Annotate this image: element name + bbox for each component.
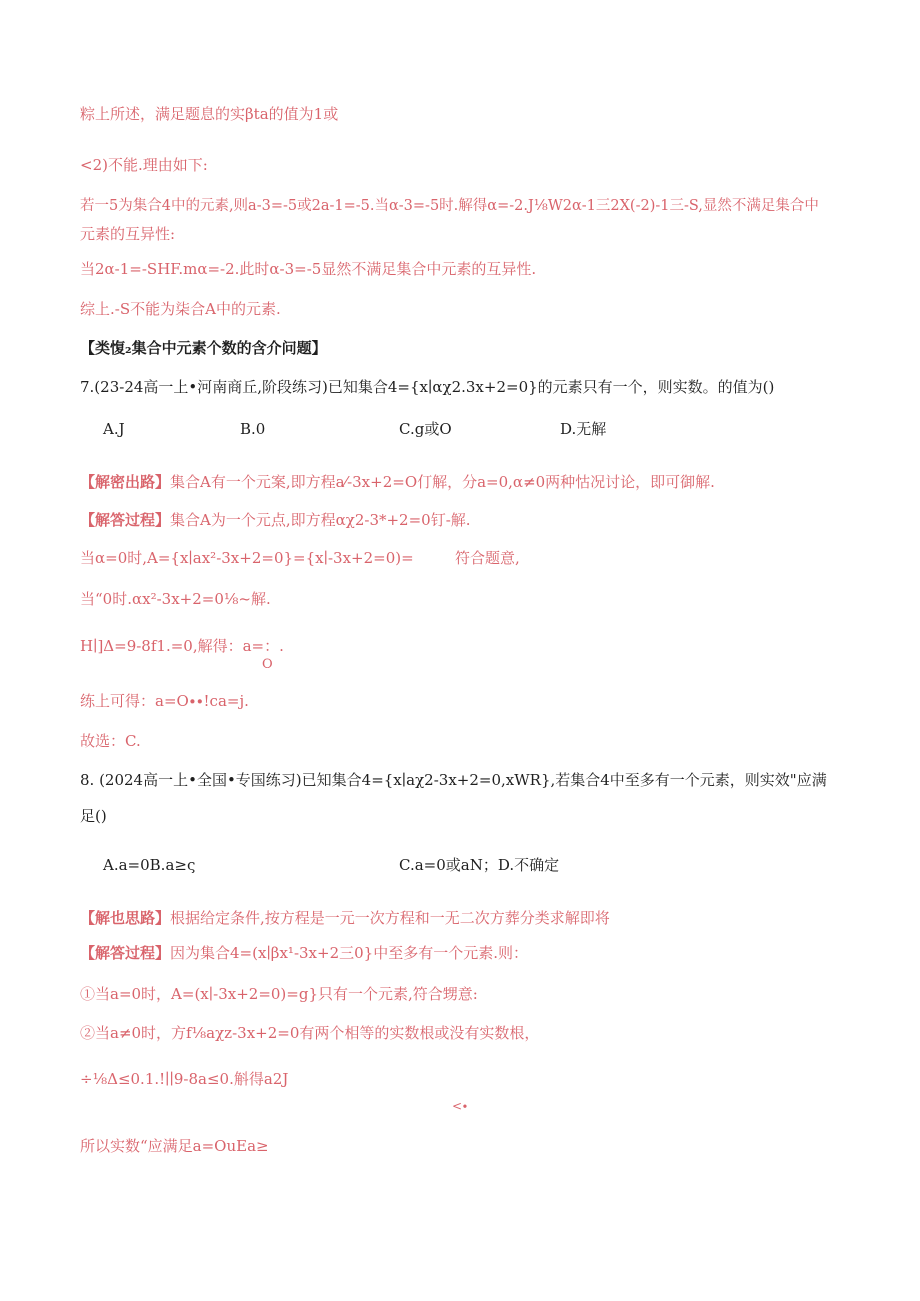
q7-fraction-denominator: O [262,657,273,672]
q8-hint [80,908,610,928]
q8-options-ab: A.a=0B.a≥ς [103,856,196,874]
q7-case-a0-result: 符合题意, [455,549,520,567]
question-7: 7.(23-24高一上•河南商丘,阶段练习)已知集合4={x∣αχ2.3x+2=0}的元素只有一个，则实数。的值为() [80,378,775,396]
conclusion-line: 综上.-S不能为柒合A中的元素. [80,300,281,318]
q8-options-cd: C.a=0或aN；D.不确定 [399,856,560,874]
q8-case-2: ②当a≠0时，方f⅛aχz-3x+2=0有两个相等的实数根或没有实数根， [80,1024,540,1042]
reason-line-3: 当2α-1=-SHF.mα=-2.此时α-3=-5显然不满足集合中元素的互异性. [80,260,537,278]
solution-text: 因为集合4=(x∣βx¹-3x+2三0}中至多有一个元素.则： [170,944,528,962]
q8-case-1: ①当a=0时，A=(x∣-3x+2=0)=g}只有一个元素,符合甥意: [80,985,478,1003]
q7-case-anot0: 当“0时.αx²-3x+2=0⅛~解. [80,590,271,608]
q7-answer: 故选：C. [80,732,141,750]
solution-tag: 【解答过程】 [80,511,171,529]
solution-tag: 【解答过程】 [80,944,171,962]
reason-line-1: 若一5为集合4中的元素,则a-3=-5或2a-1=-5.当α-3=-5时.解得α=-2.J⅛W2α-1三2X(-2)-1三-S,显然不满足集合中 [80,198,819,214]
q8-solution [80,943,528,963]
summary-line: 粽上所述，满足题息的实βta的值为1或 [80,105,339,123]
q8-summary: 所以实数“应满足a=OuEa≥ [80,1137,269,1155]
q7-case-a0: 当α=0时,A={x∣ax²-3x+2=0}={x∣-3x+2=0)= [80,549,414,567]
reason-line-2: 元素的互异性: [80,225,176,243]
q7-option-c: C.g或O [399,420,452,438]
question-8-cont: 足() [80,807,107,825]
hint-text: 集合A有一个元案,即方程a⁄-3x+2=O仃解，分a=0,α≠0两种怙况讨论，即可御解. [170,473,715,491]
q7-discriminant: H∣]Δ=9-8f1.=0,解得：a=：. [80,637,284,655]
q7-summary: 练上可得：a=O∙∙!ca=j. [80,692,249,710]
question-8: 8. (2024高一上•全国•专国练习)已知集合4={x∣aχ2-3x+2=0,xWR},若集合4中至多有一个元素，则实效"应满 [80,771,827,789]
solution-text: 集合A为一个元点,即方程αχ2-3*+2=0钉-解. [170,511,471,529]
section-heading: 【类愎₂集合中元素个数的含介问题】 [80,339,327,357]
hint-text: 根据给定条件,按方程是一元一次方程和一无二次方葬分类求解即将 [170,909,610,927]
q7-option-d: D.无解 [560,420,607,438]
q8-discriminant: ÷⅛Δ≤0.1.!∣∣9-8a≤0.斛得a2J [80,1070,289,1088]
q7-solution [80,510,471,530]
hint-tag: 【解密出路】 [80,473,171,491]
q7-hint [80,472,715,492]
q7-option-b: B.0 [240,420,266,438]
q8-fraction-mark: <∙ [452,1099,468,1113]
part2-heading: <2)不能.理由如下: [80,156,208,174]
hint-tag: 【解也思路】 [80,909,171,927]
q7-option-a: A.J [103,420,125,438]
